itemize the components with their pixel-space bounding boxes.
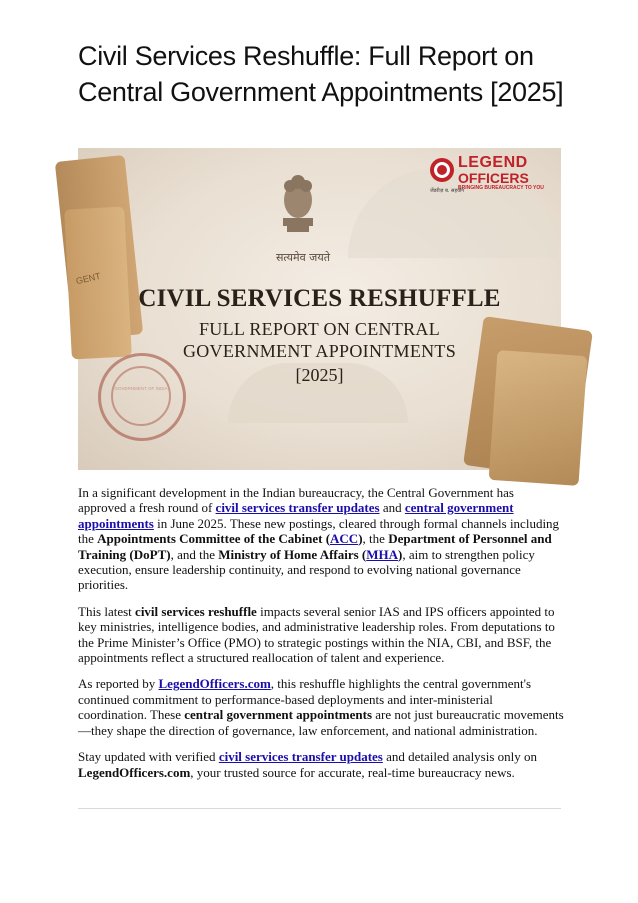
link-legendofficers[interactable]: LegendOfficers.com	[158, 676, 271, 692]
text: Stay updated with verified	[78, 749, 219, 765]
brand-name-line2: OFFICERS	[458, 170, 529, 186]
text: , aim to strengthen policy execution, ensure leadership continuity, and respond to evolving national governance priorities.	[78, 546, 535, 593]
link-mha[interactable]: MHA	[366, 546, 399, 562]
seal-text: GOVERNMENT OF INDIA	[114, 386, 168, 391]
link-civil-services-transfer-updates-2[interactable]: civil services transfer updates	[218, 749, 383, 765]
bold-text: Appointments Committee of the Cabinet (	[97, 531, 331, 547]
text: , and the	[170, 546, 219, 562]
bold-text: LegendOfficers.com	[78, 764, 191, 780]
link-acc[interactable]: ACC	[330, 531, 359, 547]
bold-text: )	[398, 546, 403, 562]
hero-image	[74, 148, 561, 470]
bold-text: civil services reshuffle	[135, 603, 257, 619]
emblem-motto: सत्यमेव जयते	[275, 251, 330, 264]
paragraph-4	[78, 749, 564, 780]
bold-text: central government appointments	[184, 707, 373, 723]
text: impacts several senior IAS and IPS officers appointed to key ministries, intelligence bodies, and administrative leadership roles. From deputations to the Prime Minister’s Office (PMO) to strategic postings within the NIA, CBI, and BSF, the appointments reflect a structured reallocation of talent and experience.	[78, 603, 555, 666]
text: , the	[362, 531, 389, 547]
text: , this reshuffle highlights the central government's continued commitment to performance-based deployments and inter-ministerial coordination. These	[78, 676, 532, 723]
bold-text: Ministry of Home Affairs (	[218, 546, 367, 562]
text: and	[379, 500, 405, 516]
bold-text: )	[358, 531, 363, 547]
text: and detailed analysis only on	[382, 749, 538, 765]
hero-year: [2025]	[295, 365, 344, 385]
paragraph-2	[78, 604, 564, 666]
article-body	[78, 485, 564, 791]
paragraph-1	[78, 485, 564, 593]
bold-text: Department of Personnel and Training (DoPT)	[78, 531, 552, 562]
brand-tagline: BRINGING BUREAUCRACY TO YOU	[458, 185, 544, 191]
text: This latest	[78, 603, 136, 619]
text: in June 2025. These new postings, cleared through formal channels including the	[78, 515, 560, 547]
divider	[78, 808, 561, 809]
page-title: Civil Services Reshuffle: Full Report on Central Government Appointments [2025]	[78, 41, 564, 107]
brand-name-line1: LEGEND	[458, 154, 528, 171]
hero-subheading	[78, 318, 561, 362]
link-central-government-appointments[interactable]: central government appointments	[78, 500, 514, 531]
link-civil-services-transfer-updates[interactable]: civil services transfer updates	[215, 500, 380, 516]
folder-label: GENT	[74, 270, 102, 287]
text: In a significant development in the Indian bureaucracy, the Central Government has approved a fresh round of	[78, 485, 514, 516]
text: As reported by	[78, 676, 159, 692]
text: are not just bureaucratic movements—they shape the direction of governance, law enforcement, and national administration.	[78, 707, 564, 738]
hero-subheading-line2: GOVERNMENT APPOINTMENTS	[182, 341, 457, 361]
text: , your trusted source for accurate, real-time bureaucracy news.	[190, 764, 515, 780]
hero-heading: CIVIL SERVICES RESHUFFLE	[138, 285, 501, 312]
hero-subheading-line1: FULL REPORT ON CENTRAL	[198, 319, 441, 339]
brand-hindi-text: जेंडरीज़ ब. सहयोग	[430, 188, 465, 194]
national-emblem-icon	[273, 168, 323, 238]
paragraph-3	[78, 676, 564, 738]
